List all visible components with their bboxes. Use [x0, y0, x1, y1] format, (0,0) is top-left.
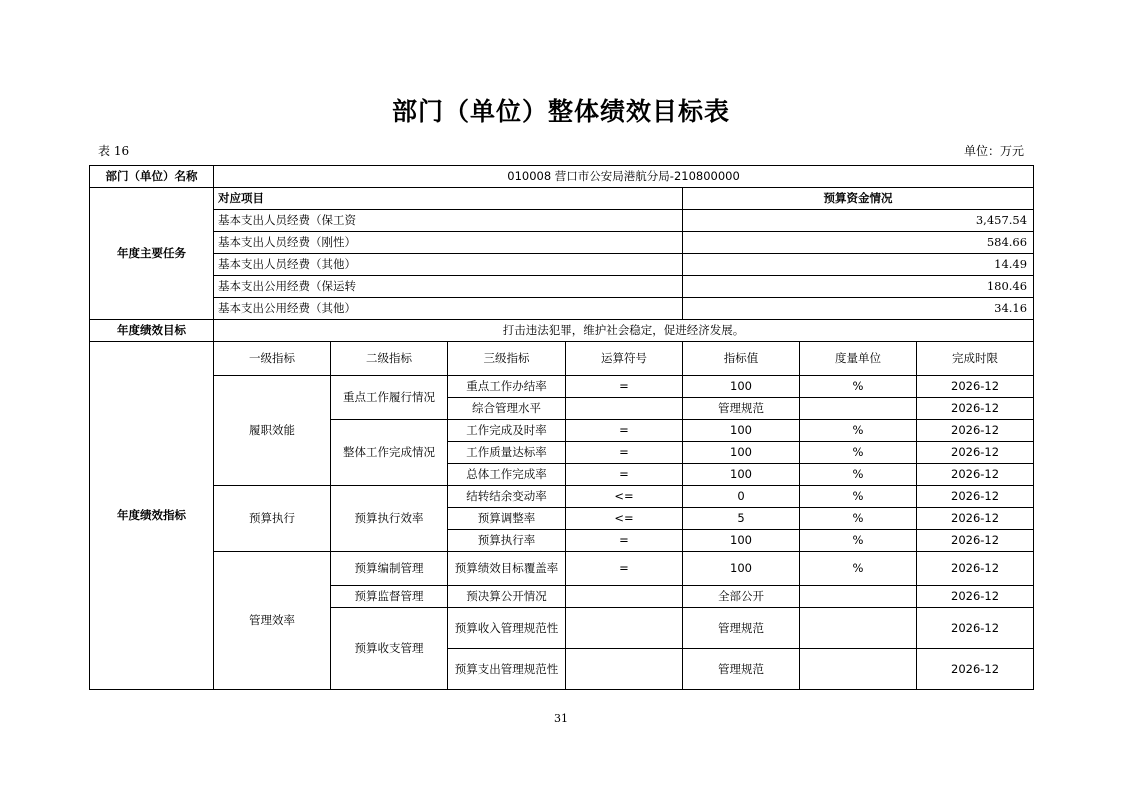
value-cell: 管理规范	[683, 398, 800, 420]
level2-cell: 预算编制管理	[331, 552, 448, 586]
value-cell: 100	[683, 376, 800, 398]
unit-cell: %	[800, 530, 917, 552]
level1-cell: 预算执行	[214, 486, 331, 552]
tasks-header-budget: 预算资金情况	[683, 188, 1034, 210]
table-number: 表 16	[98, 144, 130, 158]
indicator-row	[90, 552, 1034, 586]
deadline-cell: 2026-12	[917, 586, 1034, 608]
unit-label: 单位：万元	[963, 144, 1024, 158]
performance-table	[89, 165, 1034, 690]
dept-value: 010008 营口市公安局港航分局-210800000	[214, 166, 1034, 188]
header-level2: 二级指标	[331, 342, 448, 376]
value-cell: 管理规范	[683, 608, 800, 649]
level3-cell: 预算绩效目标覆盖率	[448, 552, 566, 586]
goal-row	[90, 320, 1034, 342]
operator-cell: =	[566, 530, 683, 552]
level3-cell: 预算执行率	[448, 530, 566, 552]
level1-cell: 履职效能	[214, 376, 331, 486]
unit-cell: %	[800, 376, 917, 398]
value-cell: 100	[683, 442, 800, 464]
level3-cell: 预决算公开情况	[448, 586, 566, 608]
task-amount: 3,457.54	[683, 210, 1034, 232]
task-amount: 180.46	[683, 276, 1034, 298]
value-cell: 0	[683, 486, 800, 508]
value-cell: 100	[683, 552, 800, 586]
goal-text: 打击违法犯罪，维护社会稳定，促进经济发展。	[214, 320, 1034, 342]
deadline-cell: 2026-12	[917, 649, 1034, 690]
indicator-row	[90, 376, 1034, 398]
value-cell: 100	[683, 420, 800, 442]
deadline-cell: 2026-12	[917, 486, 1034, 508]
level3-cell: 总体工作完成率	[448, 464, 566, 486]
indicator-row	[90, 486, 1034, 508]
task-row	[90, 210, 1034, 232]
operator-cell	[566, 586, 683, 608]
deadline-cell: 2026-12	[917, 376, 1034, 398]
value-cell: 全部公开	[683, 586, 800, 608]
level3-cell: 综合管理水平	[448, 398, 566, 420]
indicators-label: 年度绩效指标	[90, 342, 214, 690]
operator-cell: <=	[566, 508, 683, 530]
level3-cell: 预算收入管理规范性	[448, 608, 566, 649]
task-item: 基本支出人员经费（其他）	[214, 254, 683, 276]
header-unit: 度量单位	[800, 342, 917, 376]
deadline-cell: 2026-12	[917, 442, 1034, 464]
page-number: 31	[554, 712, 568, 725]
goal-label: 年度绩效目标	[90, 320, 214, 342]
deadline-cell: 2026-12	[917, 508, 1034, 530]
level2-cell: 重点工作履行情况	[331, 376, 448, 420]
unit-cell	[800, 398, 917, 420]
header-value: 指标值	[683, 342, 800, 376]
operator-cell: =	[566, 464, 683, 486]
level2-cell: 预算监督管理	[331, 586, 448, 608]
tasks-label: 年度主要任务	[90, 188, 214, 320]
operator-cell: =	[566, 420, 683, 442]
operator-cell	[566, 649, 683, 690]
level3-cell: 预算支出管理规范性	[448, 649, 566, 690]
task-amount: 14.49	[683, 254, 1034, 276]
task-row	[90, 232, 1034, 254]
unit-cell	[800, 586, 917, 608]
value-cell: 100	[683, 464, 800, 486]
unit-cell: %	[800, 486, 917, 508]
level2-cell: 预算收支管理	[331, 608, 448, 690]
level3-cell: 工作质量达标率	[448, 442, 566, 464]
header-deadline: 完成时限	[917, 342, 1034, 376]
deadline-cell: 2026-12	[917, 530, 1034, 552]
deadline-cell: 2026-12	[917, 464, 1034, 486]
tasks-header-item: 对应项目	[214, 188, 683, 210]
header-operator: 运算符号	[566, 342, 683, 376]
page-title: 部门（单位）整体绩效目标表	[391, 97, 730, 126]
unit-cell: %	[800, 420, 917, 442]
level1-cell: 管理效率	[214, 552, 331, 690]
value-cell: 5	[683, 508, 800, 530]
level3-cell: 预算调整率	[448, 508, 566, 530]
header-level1: 一级指标	[214, 342, 331, 376]
operator-cell: =	[566, 552, 683, 586]
level2-cell: 整体工作完成情况	[331, 420, 448, 486]
operator-cell: =	[566, 442, 683, 464]
unit-cell: %	[800, 464, 917, 486]
level3-cell: 结转结余变动率	[448, 486, 566, 508]
task-item: 基本支出公用经费（其他）	[214, 298, 683, 320]
dept-label: 部门（单位）名称	[90, 166, 214, 188]
indicators-header-row	[90, 342, 1034, 376]
unit-cell	[800, 608, 917, 649]
operator-cell: =	[566, 376, 683, 398]
deadline-cell: 2026-12	[917, 552, 1034, 586]
deadline-cell: 2026-12	[917, 398, 1034, 420]
unit-cell: %	[800, 442, 917, 464]
tasks-header-row	[90, 188, 1034, 210]
dept-row	[90, 166, 1034, 188]
value-cell: 100	[683, 530, 800, 552]
task-row	[90, 276, 1034, 298]
task-amount: 34.16	[683, 298, 1034, 320]
deadline-cell: 2026-12	[917, 608, 1034, 649]
level3-cell: 工作完成及时率	[448, 420, 566, 442]
value-cell: 管理规范	[683, 649, 800, 690]
task-item: 基本支出公用经费（保运转	[214, 276, 683, 298]
level3-cell: 重点工作办结率	[448, 376, 566, 398]
unit-cell: %	[800, 508, 917, 530]
task-row	[90, 298, 1034, 320]
operator-cell: <=	[566, 486, 683, 508]
task-row	[90, 254, 1034, 276]
task-item: 基本支出人员经费（保工资	[214, 210, 683, 232]
level2-cell: 预算执行效率	[331, 486, 448, 552]
task-item: 基本支出人员经费（刚性）	[214, 232, 683, 254]
unit-cell	[800, 649, 917, 690]
operator-cell	[566, 398, 683, 420]
task-amount: 584.66	[683, 232, 1034, 254]
operator-cell	[566, 608, 683, 649]
header-level3: 三级指标	[448, 342, 566, 376]
deadline-cell: 2026-12	[917, 420, 1034, 442]
unit-cell: %	[800, 552, 917, 586]
